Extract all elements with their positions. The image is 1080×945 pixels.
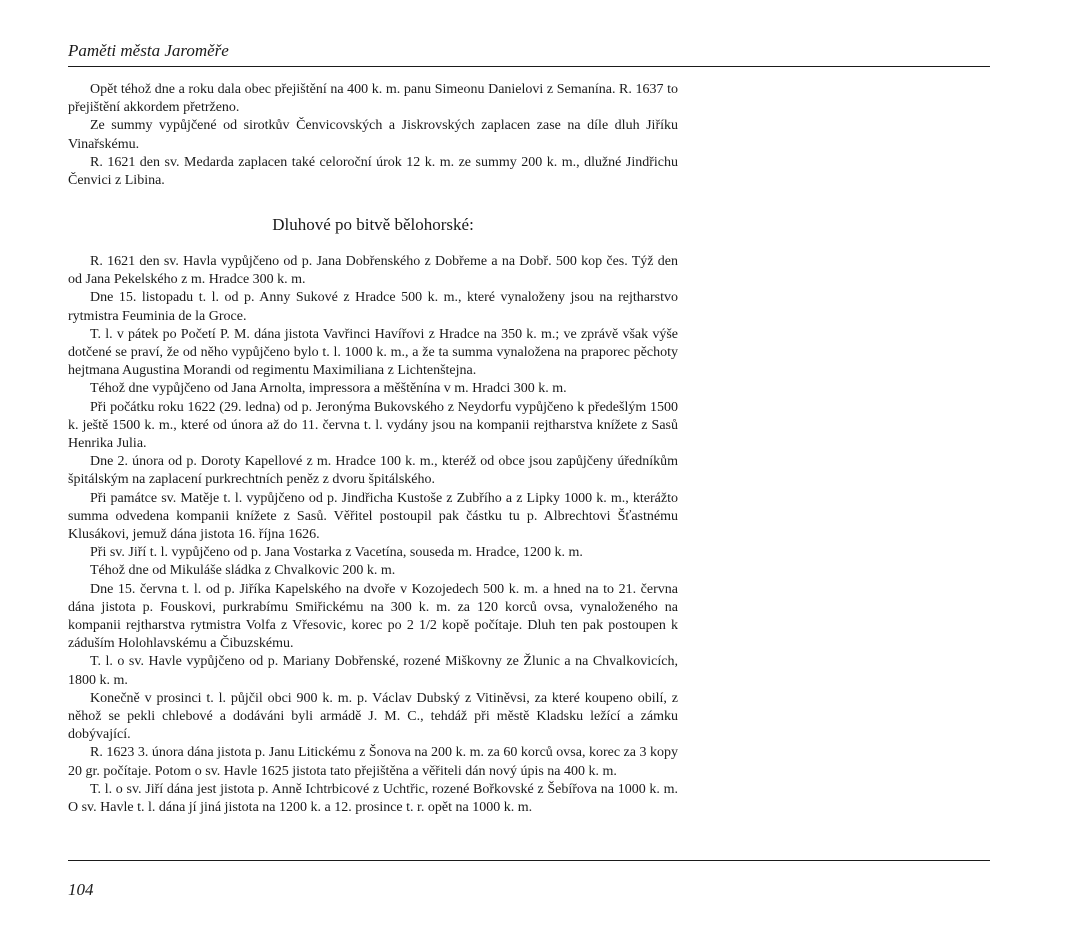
paragraph: Při památce sv. Matěje t. l. vypůjčeno od p. Jindřicha Kustoše z Zubřího a z Lipky 1000 k. m., kterážto summa odvedena kompanii knížete z Sasů. Věřitel postoupil pak částku tu p. Albrechtovi Šťastnému Klusákovi, jemuž dána jistota 16. října 1626. (68, 490, 678, 543)
paragraph: T. l. o sv. Jiří dána jest jistota p. Anně Ichtrbicové z Uchtřic, rozené Bořkovské z Šebířova na 1000 k. m. O sv. Havle t. l. dána jí jiná jistota na 1200 k. a 12. prosince t. r. opět na 1000 k. m. (68, 781, 678, 816)
paragraph: R. 1621 den sv. Havla vypůjčeno od p. Jana Dobřenského z Dobřeme a na Dobř. 500 kop čes. Týž den od Jana Pekelského z m. Hradce 300 k. m. (68, 254, 678, 288)
paragraph: Téhož dne vypůjčeno od Jana Arnolta, impressora a měštěnína v m. Hradci 300 k. m. (90, 381, 567, 397)
paragraph: Dne 2. února od p. Doroty Kapellové z m. Hradce 100 k. m., kteréž od obce jsou zapůjčeny úředníkům špitálským na zaplacení purkrechtních peněz z dvoru špitálského. (68, 454, 678, 488)
paragraph: R. 1621 den sv. Medarda zaplacen také celoroční úrok 12 k. m. ze summy 200 k. m., dlužné Jindřichu Čenvici z Libina. (68, 154, 678, 189)
paragraph: R. 1623 3. února dána jistota p. Janu Litickému z Šonova na 200 k. m. za 60 korců ovsa, korec za 3 kopy 20 gr. počítaje. Potom o sv. Havle 1625 jistota tato přejištěna a věřiteli dán nový úpis na 400 k. m. (68, 745, 678, 779)
header-rule (68, 66, 990, 67)
paragraph: T. l. o sv. Havle vypůjčeno od p. Mariany Dobřenské, rozené Miškovny ze Žlunic a na Chvalkovicích, 1800 k. m. (68, 654, 678, 688)
running-title: Paměti města Jaroměře (68, 41, 229, 60)
section-heading: Dluhové po bitvě bělohorské: (272, 215, 474, 234)
paragraph: Ze summy vypůjčené od sirotkův Čenvicovských a Jiskrovských zaplacen zase na díle dluh Jiříku Vinařskému. (68, 118, 678, 152)
page-number: 104 (68, 880, 94, 899)
paragraph: T. l. v pátek po Početí P. M. dána jistota Vavřinci Havířovi z Hradce na 350 k. m.; ve zprávě však výše dotčené se praví, že od něho vypůjčeno bylo t. l. 1000 k. m., a že ta summa vynaložena na praporec pěchoty hejtmana Augustina Morandi od regimentu Maximiliana z Lichtenštejna. (68, 326, 678, 379)
paragraph: Téhož dne od Mikuláše sládka z Chvalkovic 200 k. m. (90, 563, 396, 579)
paragraph: Konečně v prosinci t. l. půjčil obci 900 k. m. p. Václav Dubský z Vitiněvsi, za které koupeno obilí, z něhož se pekli chlebové a dodáváni byli armádě J. M. C., tehdáž při městě Kladsku ležící a zámku dobývající. (68, 690, 678, 743)
intro-text (68, 81, 678, 190)
footer-rule (68, 860, 990, 861)
paragraph: Dne 15. června t. l. od p. Jiříka Kapelského na dvoře v Kozojedech 500 k. m. a hned na to 21. června dána jistota p. Fouskovi, purkrabímu Smiřickému na 300 k. m. za 120 korců ovsa, vynaloženého na kompanii rejtharstva rytmistra Volfa z Vřesovic, korec po 2 1/2 kopě počítaje. Dluh ten pak postoupen k záduším Holohlavskému a Čibuzskému. (68, 581, 678, 652)
paragraph: Dne 15. listopadu t. l. od p. Anny Sukové z Hradce 500 k. m., které vynaloženy jsou na rejtharstvo rytmistra Feuminia de la Groce. (68, 290, 678, 324)
paragraph: Opět téhož dne a roku dala obec přejištění na 400 k. m. panu Simeonu Danielovi z Semanína. R. 1637 to přejištění akkordem přetrženo. (68, 82, 678, 116)
paragraph: Při sv. Jiří t. l. vypůjčeno od p. Jana Vostarka z Vacetína, souseda m. Hradce, 1200 k. m. (90, 545, 583, 561)
paragraph: Při počátku roku 1622 (29. ledna) od p. Jeronýma Bukovského z Neydorfu vypůjčeno k předešlým 1500 k. ještě 1500 k. m., které od února až do 11. června t. l. vydány jsou na kompanii rejtharstva knížete z Sasů Henrika Julia. (68, 399, 678, 452)
section-text (68, 253, 678, 817)
